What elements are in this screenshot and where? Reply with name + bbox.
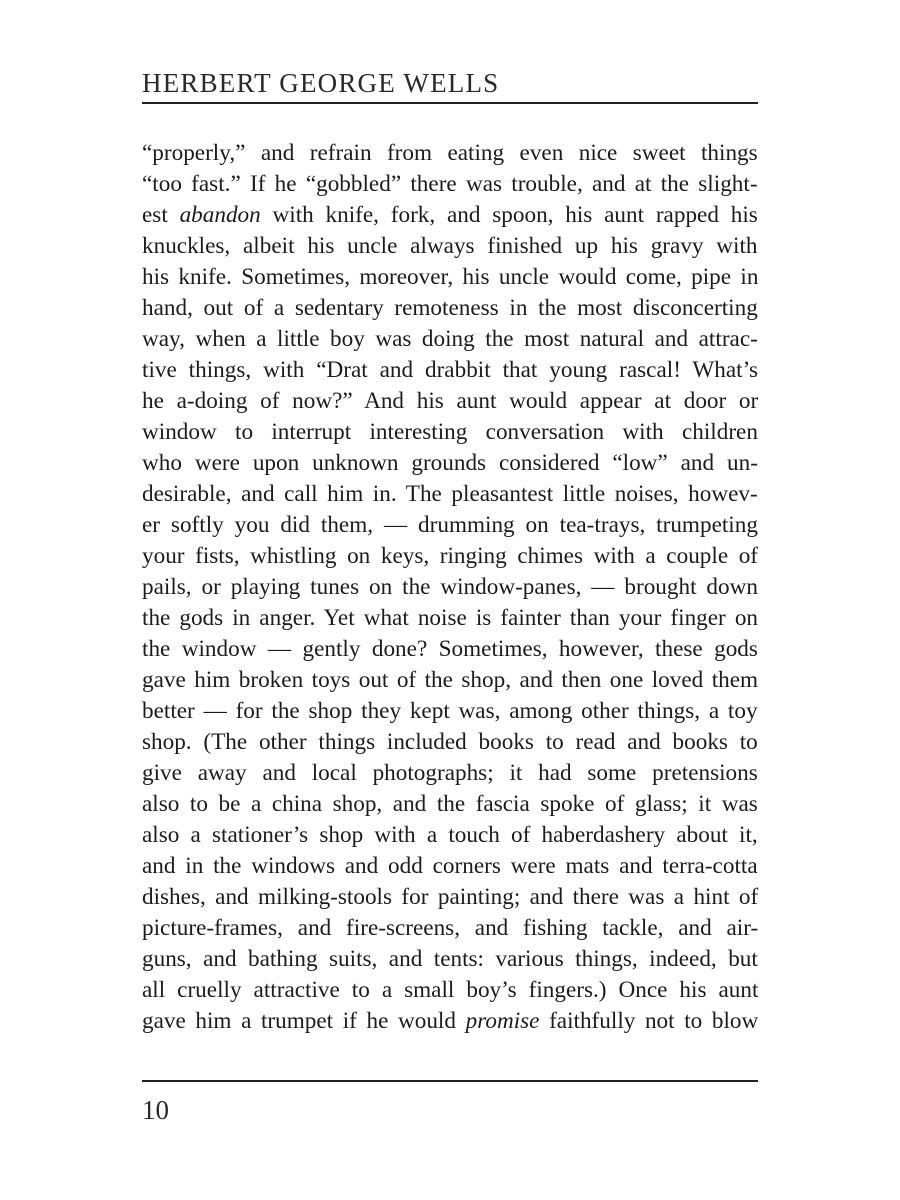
text-line <box>142 479 758 510</box>
running-head: HERBERT GEORGE WELLS <box>142 68 500 98</box>
text-line <box>142 789 758 820</box>
text-run: dishes, and milking-stools for painting; and there was a hint of <box>142 884 759 910</box>
text-run: who were upon unknown grounds considered “low” and un- <box>142 450 758 476</box>
text-line <box>142 851 758 882</box>
text-line <box>142 727 758 758</box>
body-text <box>142 138 758 1037</box>
text-line <box>142 758 758 789</box>
italic-text: abandon <box>179 202 261 228</box>
text-line <box>142 1006 758 1037</box>
text-run: your fists, whistling on keys, ringing chimes with a couple of <box>142 543 759 569</box>
text-line <box>142 634 758 665</box>
header-rule <box>142 102 758 104</box>
text-run: hand, out of a sedentary remoteness in the most disconcerting <box>142 295 758 321</box>
text-run: pails, or playing tunes on the window-panes, — brought down <box>142 574 758 600</box>
text-line <box>142 324 758 355</box>
text-line <box>142 386 758 417</box>
text-run: “properly,” and refrain from eating even nice sweet things <box>142 140 758 166</box>
text-run: the gods in anger. Yet what noise is fainter than your finger on <box>142 605 759 631</box>
text-run: tive things, with “Drat and drabbit that young rascal! What’s <box>142 357 759 383</box>
text-run: er softly you did them, — drumming on tea-trays, trumpeting <box>142 512 758 538</box>
text-run: and in the windows and odd corners were mats and terra-cotta <box>142 853 758 879</box>
text-line <box>142 882 758 913</box>
text-run: est <box>142 202 180 228</box>
text-line <box>142 665 758 696</box>
text-run: also a stationer’s shop with a touch of haberdashery about it, <box>142 822 758 848</box>
page-number: 10 <box>142 1095 169 1125</box>
text-line <box>142 541 758 572</box>
text-line <box>142 944 758 975</box>
text-line <box>142 913 758 944</box>
text-run: the window — gently done? Sometimes, however, these gods <box>142 636 758 662</box>
text-line <box>142 417 758 448</box>
text-run: desirable, and call him in. The pleasantest little noises, howev- <box>142 481 758 507</box>
text-run: “too fast.” If he “gobbled” there was trouble, and at the slight- <box>142 171 758 197</box>
footer-rule <box>142 1080 758 1082</box>
text-run: better — for the shop they kept was, among other things, a toy <box>142 698 758 724</box>
text-line <box>142 448 758 479</box>
text-line <box>142 262 758 293</box>
text-run: he a-doing of now?” And his aunt would appear at door or <box>142 388 759 414</box>
text-line <box>142 696 758 727</box>
text-run: shop. (The other things included books to read and books to <box>142 729 758 755</box>
text-line <box>142 572 758 603</box>
text-run: way, when a little boy was doing the most natural and attrac- <box>142 326 758 352</box>
text-run: with knife, fork, and spoon, his aunt rapped his <box>260 202 758 228</box>
italic-text: promise <box>465 1008 540 1034</box>
text-run: all cruelly attractive to a small boy’s fingers.) Once his aunt <box>142 977 759 1003</box>
text-run: faithfully not to blow <box>539 1008 759 1034</box>
text-line <box>142 138 758 169</box>
text-run: gave him broken toys out of the shop, and then one loved them <box>142 667 759 693</box>
text-run: guns, and bathing suits, and tents: various things, indeed, but <box>142 946 758 972</box>
text-line <box>142 510 758 541</box>
text-run: window to interrupt interesting conversation with children <box>142 419 758 445</box>
text-run: gave him a trumpet if he would <box>142 1008 466 1034</box>
text-line <box>142 169 758 200</box>
text-line <box>142 603 758 634</box>
text-run: knuckles, albeit his uncle always finished up his gravy with <box>142 233 758 259</box>
text-line <box>142 293 758 324</box>
text-run: give away and local photographs; it had some pretensions <box>142 760 758 786</box>
text-line <box>142 200 758 231</box>
text-run: also to be a china shop, and the fascia spoke of glass; it was <box>142 791 758 817</box>
text-run: picture-frames, and fire-screens, and fishing tackle, and air- <box>142 915 759 941</box>
text-run: his knife. Sometimes, moreover, his uncle would come, pipe in <box>142 264 759 290</box>
text-line <box>142 355 758 386</box>
text-line <box>142 975 758 1006</box>
text-line <box>142 820 758 851</box>
text-line <box>142 231 758 262</box>
